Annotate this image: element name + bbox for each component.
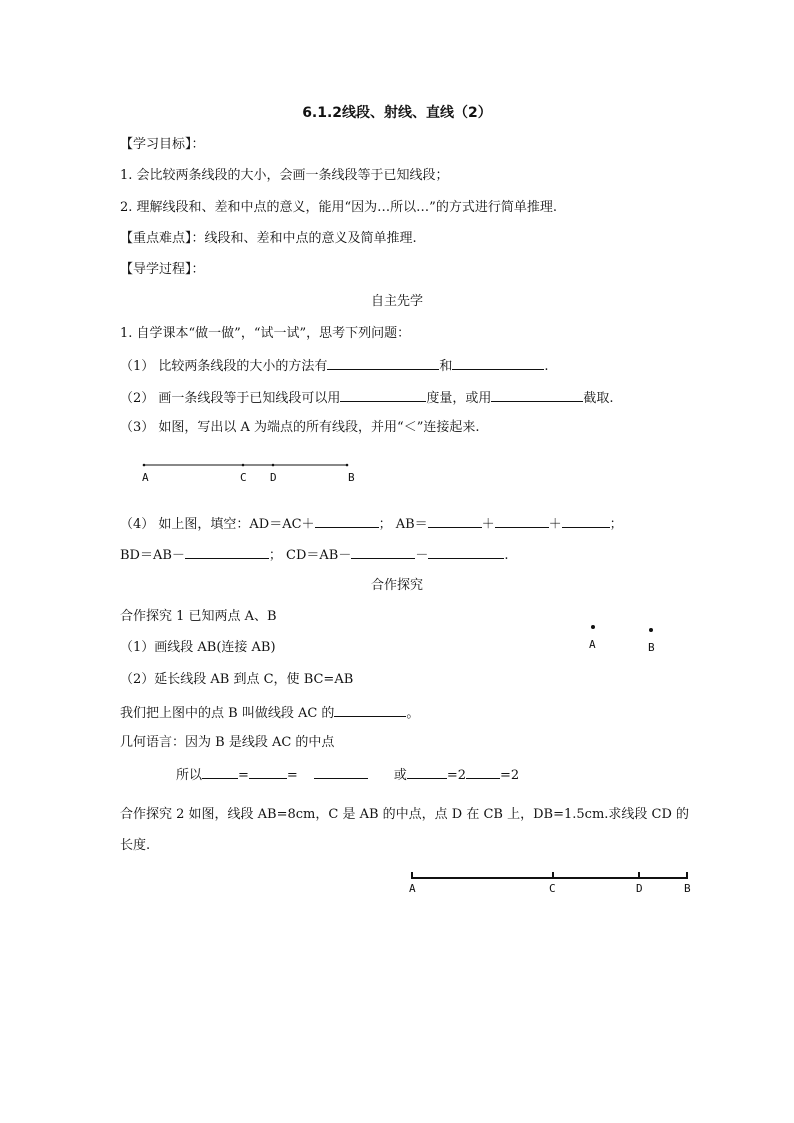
section-self-study: 自主先学 [370, 294, 423, 309]
figure-3-label-a: A [409, 882, 416, 895]
answer-blank[interactable] [249, 766, 287, 779]
figure-3-segment [412, 872, 687, 879]
figure-1-label-a: A [142, 471, 149, 484]
coop-1-step-1: （1）画线段 AB(连接 AB) [120, 640, 276, 655]
question-4 [120, 515, 623, 533]
question-4-text: （4） 如上图，填空：AD＝AC＋ [120, 517, 315, 532]
answer-blank[interactable] [466, 766, 500, 779]
figure-2-label-a: A [589, 638, 596, 651]
figure-2-points [591, 625, 653, 632]
answer-blank[interactable] [334, 704, 406, 717]
figure-2-label-b: B [648, 641, 655, 654]
page-title: 6.1.2线段、射线、直线（2） [302, 105, 492, 121]
geometry-language: 几何语言：因为 B 是线段 AC 的中点 [120, 735, 335, 750]
goal-item-2: 2. 理解线段和、差和中点的意义，能用“因为…所以…”的方式进行简单推理. [120, 200, 557, 215]
coop-1-step-2: （2）延长线段 AB 到点 C，使 BC=AB [120, 672, 354, 687]
process-heading: 【导学过程】： [120, 262, 205, 277]
answer-blank[interactable] [428, 515, 482, 528]
question-2-text: （2） 画一条线段等于已知线段可以用 [120, 391, 341, 406]
equals-two: =2 [446, 768, 467, 783]
so-text: 所以 [176, 768, 203, 783]
goal-item-1: 1. 会比较两条线段的大小，会画一条线段等于已知线段； [120, 168, 449, 183]
equals: = [238, 768, 249, 783]
section-cooperative: 合作探究 [370, 578, 423, 593]
question-2-end: 截取. [583, 391, 614, 406]
answer-blank[interactable] [351, 546, 415, 559]
coop-1-midpoint [120, 704, 419, 722]
figure-1-label-d: D [270, 471, 277, 484]
coop-1-title: 合作探究 1 已知两点 A、B [120, 609, 277, 624]
figure-1-label-b: B [348, 471, 355, 484]
answer-blank[interactable] [185, 546, 269, 559]
question-4-cont [120, 546, 509, 564]
question-3: （3） 如图，写出以 A 为端点的所有线段，并用“＜”连接起来. [120, 420, 480, 435]
minus-sign: － [415, 548, 429, 563]
coop-1-midpoint-end: 。 [406, 706, 420, 721]
question-1-and: 和 [439, 359, 453, 374]
figure-3-label-b: B [684, 882, 691, 895]
answer-blank[interactable] [562, 515, 610, 528]
answer-blank[interactable] [315, 515, 379, 528]
equals: = [286, 768, 298, 783]
bd-text: BD＝AB－ [120, 548, 185, 563]
figure-1-label-c: C [240, 471, 247, 484]
question-4-end: ； [609, 517, 623, 532]
plus-sign: ＋ [481, 517, 495, 532]
question-2-mid: 度量，或用 [426, 391, 492, 406]
question-1-text: （1） 比较两条线段的大小的方法有 [120, 359, 328, 374]
coop-1-midpoint-text: 我们把上图中的点 B 叫做线段 AC 的 [120, 706, 335, 721]
figure-3-label-c: C [549, 882, 556, 895]
key-points-text: 线段和、差和中点的意义及简单推理. [204, 231, 417, 246]
cd-end: . [504, 548, 509, 563]
question-4-ab: ； AB＝ [378, 517, 428, 532]
answer-blank[interactable] [407, 766, 447, 779]
coop-2-line-2: 长度. [120, 838, 151, 853]
answer-blank[interactable] [314, 766, 368, 779]
coop-2-line-1: 合作探究 2 如图，线段 AB=8cm，C 是 AB 的中点，点 D 在 CB 上，DB=1.5cm.求线段 CD 的 [120, 807, 690, 822]
figure-1-segment [143, 464, 349, 467]
goals-heading: 【学习目标】： [120, 137, 205, 152]
answer-blank[interactable] [428, 546, 504, 559]
equals-two: =2 [500, 768, 520, 783]
answer-blank[interactable] [495, 515, 549, 528]
answer-blank[interactable] [202, 766, 238, 779]
key-points-heading: 【重点难点】： [120, 231, 205, 246]
so-statement [176, 766, 519, 784]
cd-text: ； CD＝AB－ [268, 548, 352, 563]
or-text: 或 [393, 768, 407, 783]
self-study-intro: 1. 自学课本“做一做”，“试一试”，思考下列问题： [120, 326, 411, 341]
plus-sign: ＋ [548, 517, 562, 532]
question-1-end: . [544, 359, 549, 374]
figure-3-label-d: D [636, 882, 643, 895]
